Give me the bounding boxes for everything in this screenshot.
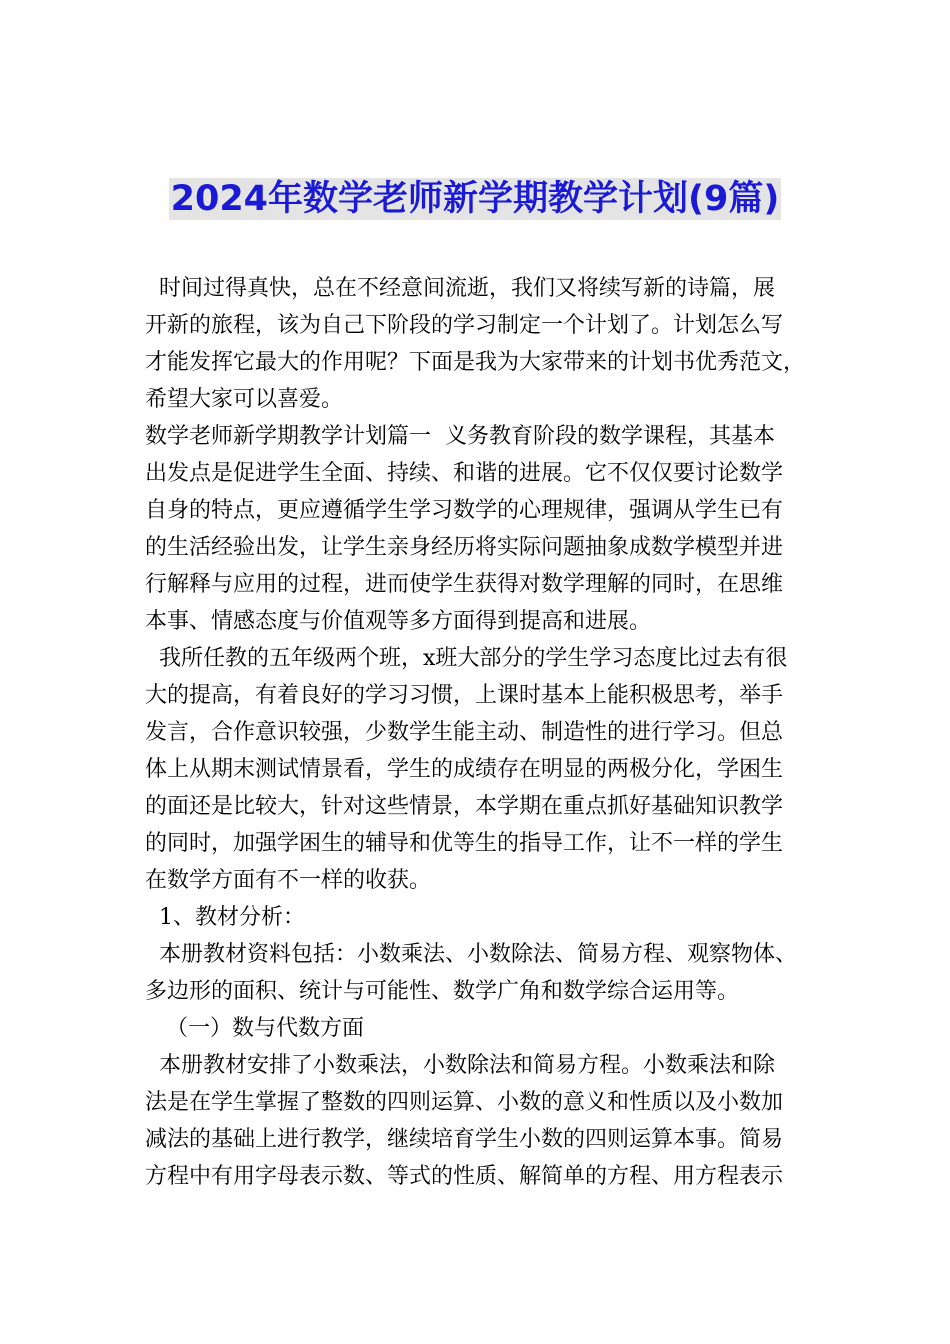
text-line: 的同时，加强学困生的辅导和优等生的指导工作，让不一样的学生 — [145, 831, 784, 856]
text-line: 希望大家可以喜爱。 — [145, 387, 344, 412]
text-line: 减法的基础上进行教学，继续培育学生小数的四则运算本事。简易 — [145, 1127, 784, 1152]
text-line: 方程中有用字母表示数、等式的性质、解简单的方程、用方程表示 — [145, 1164, 784, 1189]
text-line: 的生活经验出发，让学生亲身经历将实际问题抽象成数学模型并进 — [145, 535, 784, 560]
document-body — [145, 270, 825, 1195]
text-line: 体上从期末测试情景看，学生的成绩存在明显的两极分化，学困生 — [145, 757, 784, 782]
text-line: 法是在学生掌握了整数的四则运算、小数的意义和性质以及小数加 — [145, 1090, 784, 1115]
text-line: 本册教材资料包括：小数乘法、小数除法、简易方程、观察物体、 — [145, 942, 797, 967]
text-line: 才能发挥它最大的作用呢？下面是我为大家带来的计划书优秀范文， — [145, 350, 806, 375]
text-line: 1、教材分析： — [145, 905, 305, 930]
text-line: 本事、情感态度与价值观等多方面得到提高和进展。 — [145, 609, 652, 634]
text-line: 本册教材安排了小数乘法，小数除法和简易方程。小数乘法和除 — [145, 1053, 775, 1078]
text-line: 时间过得真快，总在不经意间流逝，我们又将续写新的诗篇，展 — [145, 276, 775, 301]
text-line: 开新的旅程，该为自己下阶段的学习制定一个计划了。计划怎么写 — [145, 313, 784, 338]
text-line: 我所任教的五年级两个班，x班大部分的学生学习态度比过去有很 — [145, 646, 788, 671]
document-title: 2024年数学老师新学期教学计划(9篇) — [170, 179, 780, 219]
text-line: 多边形的面积、统计与可能性、数学广角和数学综合运用等。 — [145, 979, 740, 1004]
text-line: （一）数与代数方面 — [145, 1016, 364, 1041]
text-line: 大的提高，有着良好的学习习惯，上课时基本上能积极思考，举手 — [145, 683, 784, 708]
text-line: 自身的特点，更应遵循学生学习数学的心理规律，强调从学生已有 — [145, 498, 784, 523]
text-line: 出发点是促进学生全面、持续、和谐的进展。它不仅仅要讨论数学 — [145, 461, 784, 486]
text-line: 的面还是比较大，针对这些情景，本学期在重点抓好基础知识教学 — [145, 794, 784, 819]
title-container — [0, 178, 950, 220]
text-line: 在数学方面有不一样的收获。 — [145, 868, 432, 893]
text-line: 发言，合作意识较强，少数学生能主动、制造性的进行学习。但总 — [145, 720, 784, 745]
text-line: 行解释与应用的过程，进而使学生获得对数学理解的同时，在思维 — [145, 572, 784, 597]
text-line: 数学老师新学期教学计划篇一 义务教育阶段的数学课程，其基本 — [145, 424, 775, 449]
